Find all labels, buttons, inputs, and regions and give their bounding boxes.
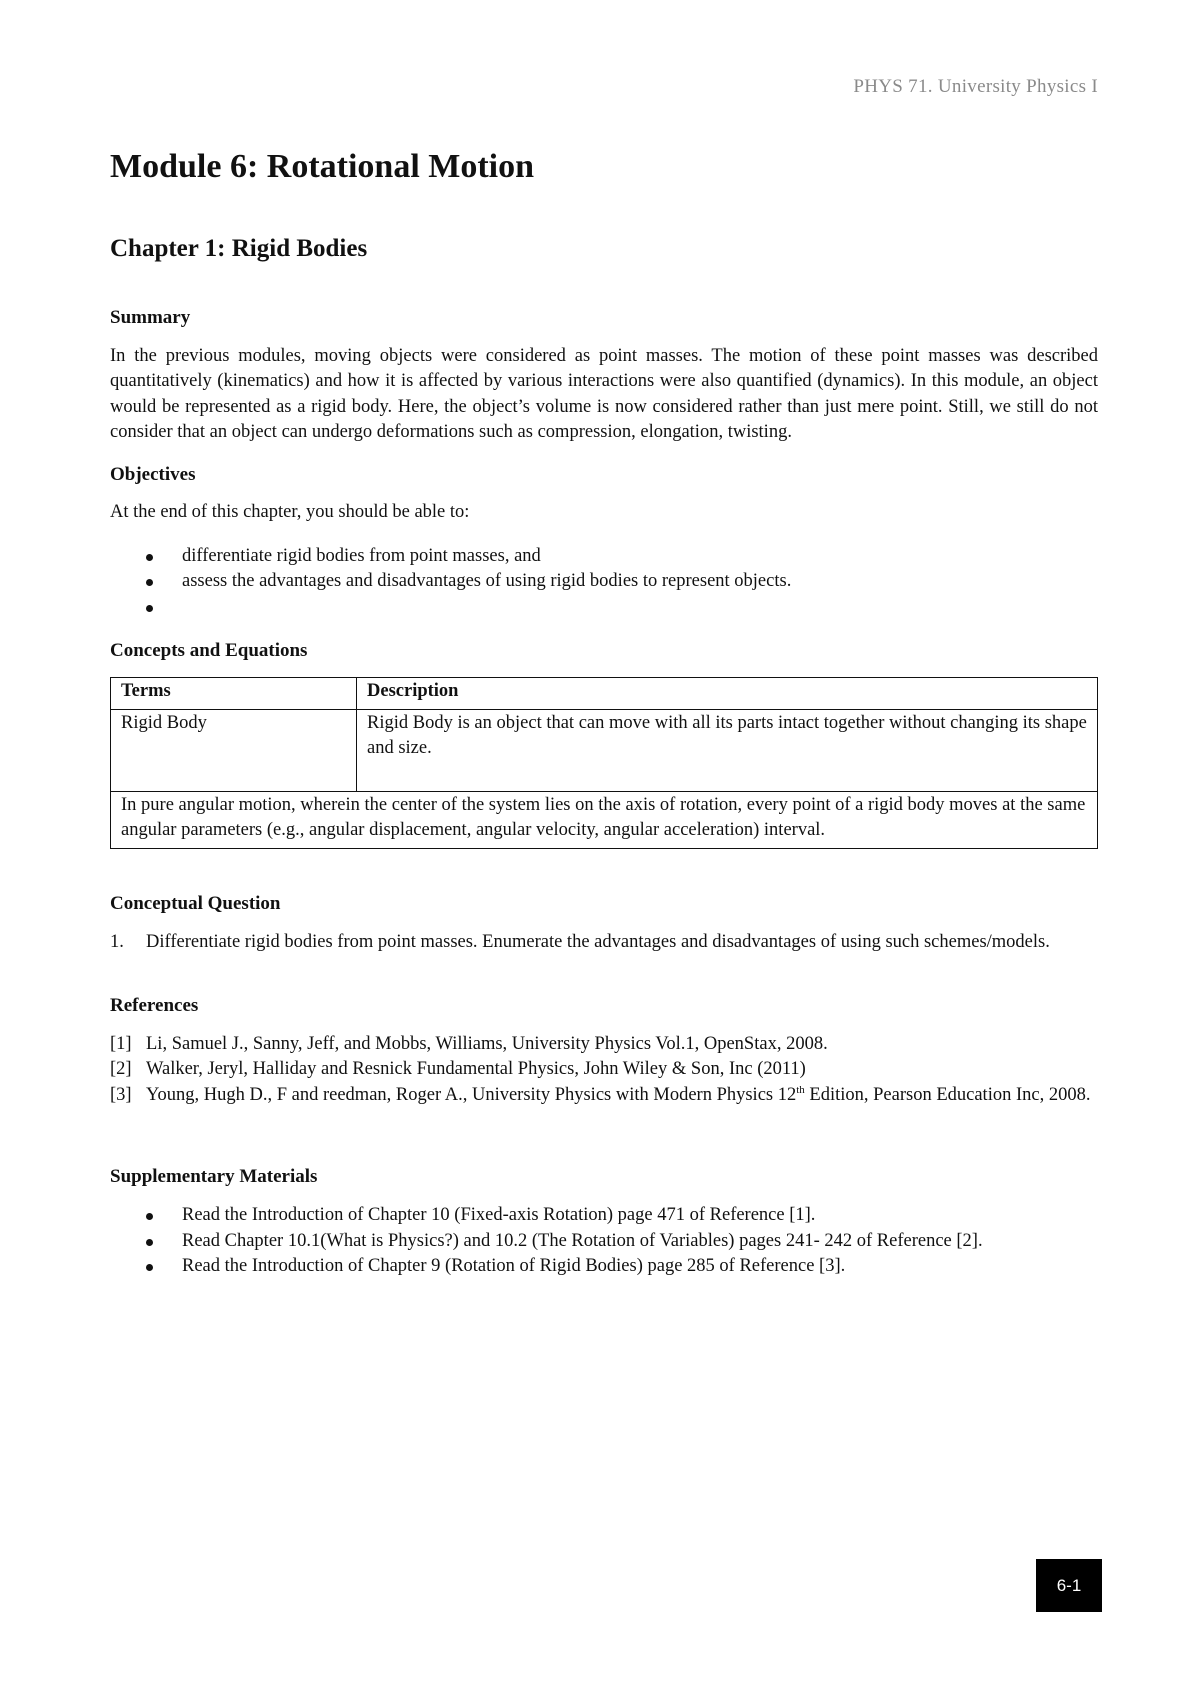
reference-text: Li, Samuel J., Sanny, Jeff, and Mobbs, Williams, University Physics Vol.1, OpenStax, 2008. bbox=[146, 1033, 828, 1054]
list-item bbox=[110, 1032, 1098, 1058]
references-section bbox=[110, 995, 1098, 1108]
bullet-icon bbox=[146, 1239, 153, 1246]
bullet-icon bbox=[146, 1213, 153, 1220]
list-item bbox=[110, 1229, 1098, 1255]
table-row bbox=[111, 709, 1098, 791]
supplementary-text: Read the Introduction of Chapter 9 (Rotation of Rigid Bodies) page 285 of Reference [3]. bbox=[182, 1256, 846, 1277]
reference-list bbox=[110, 1032, 1098, 1109]
summary-text: In the previous modules, moving objects were considered as point masses. The motion of these point masses was described quantitatively (kinematics) and how it is affected by various interactions were also quantified (dynamics). In this module, an object would be represented as a rigid body. Here, the object’s volume is now considered rather than just mere point. Still, we still do not consider that an object can undergo deformations such as compression, elongation, twisting. bbox=[110, 345, 1098, 443]
question-number: 1. bbox=[110, 931, 124, 952]
objectives-section bbox=[110, 464, 1098, 621]
objective-text: assess the advantages and disadvantages of using rigid bodies to represent objects. bbox=[182, 571, 792, 592]
summary-section bbox=[110, 307, 1098, 446]
course-header: PHYS 71. University Physics I bbox=[853, 76, 1098, 97]
reference-text: Walker, Jeryl, Halliday and Resnick Fundamental Physics, John Wiley & Son, Inc (2011) bbox=[146, 1059, 806, 1080]
reference-text-part: Edition, Pearson Education Inc, 2008. bbox=[804, 1084, 1091, 1105]
supplementary-list bbox=[110, 1203, 1098, 1280]
description-column-header: Description bbox=[357, 678, 1098, 710]
list-item bbox=[110, 1254, 1098, 1280]
concepts-heading: Concepts and Equations bbox=[110, 640, 308, 662]
supplementary-text: Read Chapter 10.1(What is Physics?) and 10.2 (The Rotation of Variables) pages 241- 242 of Reference [2]. bbox=[182, 1230, 983, 1251]
module-title: Module 6: Rotational Motion bbox=[110, 148, 535, 185]
supplementary-heading: Supplementary Materials bbox=[110, 1166, 318, 1188]
page-number-badge: 6-1 bbox=[1036, 1559, 1102, 1612]
chapter-title: Chapter 1: Rigid Bodies bbox=[110, 235, 368, 263]
objectives-heading: Objectives bbox=[110, 463, 196, 485]
concepts-section bbox=[110, 640, 1098, 848]
table-note-row bbox=[111, 791, 1098, 848]
concepts-table bbox=[110, 677, 1098, 849]
list-item bbox=[110, 569, 1098, 595]
supplementary-text: Read the Introduction of Chapter 10 (Fixed-axis Rotation) page 471 of Reference [1]. bbox=[182, 1205, 816, 1226]
terms-column-header: Terms bbox=[111, 678, 357, 710]
page-content bbox=[110, 148, 1098, 1300]
conceptual-question-section bbox=[110, 893, 1098, 955]
list-item bbox=[110, 1203, 1098, 1229]
reference-number: [1] bbox=[110, 1033, 132, 1054]
list-item bbox=[110, 544, 1098, 570]
list-item bbox=[110, 595, 1098, 621]
bullet-icon bbox=[146, 579, 153, 586]
reference-text-part: Young, Hugh D., F and reedman, Roger A., University Physics with Modern Physics 12 bbox=[146, 1084, 797, 1105]
bullet-icon bbox=[146, 554, 153, 561]
bullet-icon bbox=[146, 1264, 153, 1271]
objectives-list bbox=[110, 544, 1098, 621]
supplementary-section bbox=[110, 1166, 1098, 1279]
term-cell: Rigid Body bbox=[111, 709, 357, 791]
summary-heading: Summary bbox=[110, 306, 191, 328]
objectives-intro: At the end of this chapter, you should be able to: bbox=[110, 502, 470, 523]
objective-text: differentiate rigid bodies from point masses, and bbox=[182, 545, 541, 566]
reference-number: [3] bbox=[110, 1084, 132, 1105]
question-list bbox=[110, 930, 1098, 956]
description-cell: Rigid Body is an object that can move with all its parts intact together without changing its shape and size. bbox=[357, 709, 1098, 791]
list-item bbox=[110, 1083, 1098, 1109]
list-item bbox=[110, 1057, 1098, 1083]
question-text: Differentiate rigid bodies from point masses. Enumerate the advantages and disadvantages of using such schemes/models. bbox=[146, 931, 1050, 952]
superscript: th bbox=[796, 1083, 805, 1096]
note-cell: In pure angular motion, wherein the center of the system lies on the axis of rotation, every point of a rigid body moves at the same angular parameters (e.g., angular displacement, angular velocity, angular acceleration) interval. bbox=[111, 791, 1098, 848]
list-item bbox=[110, 930, 1098, 956]
references-heading: References bbox=[110, 995, 199, 1017]
reference-text bbox=[146, 1085, 1090, 1105]
bullet-icon bbox=[146, 605, 153, 612]
conceptual-question-heading: Conceptual Question bbox=[110, 892, 281, 914]
table-header-row bbox=[111, 678, 1098, 710]
reference-number: [2] bbox=[110, 1059, 132, 1080]
